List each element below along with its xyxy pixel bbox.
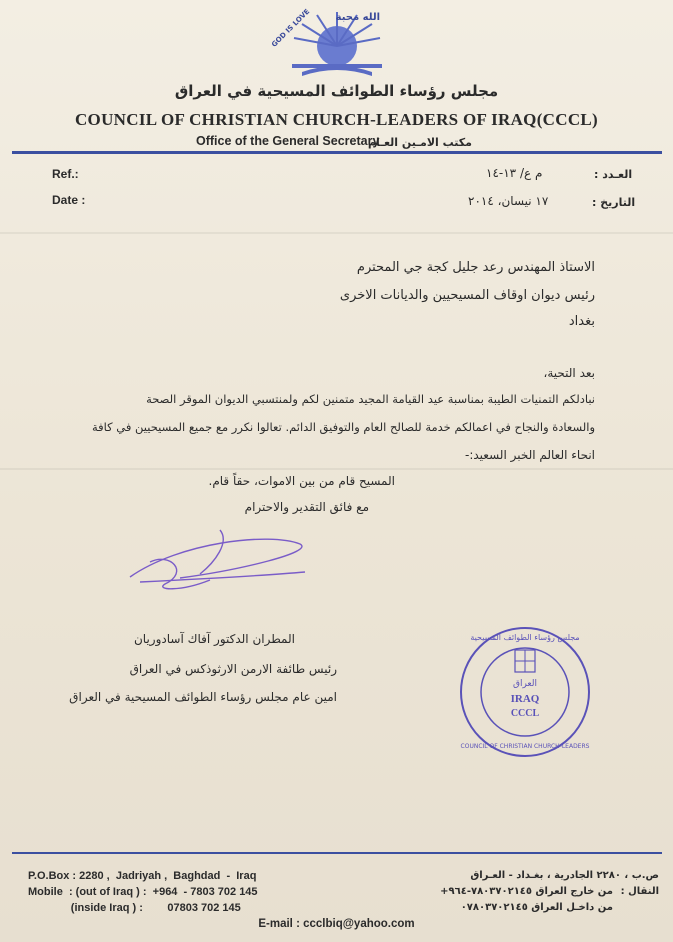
header-rule <box>12 151 662 154</box>
date-label-ar: التاريخ : <box>592 196 636 209</box>
footer-mobile-in: (inside Iraq ) : 07803 702 145 <box>28 902 241 914</box>
stamp-center-ar: العراق <box>512 679 538 689</box>
greeting: بعد التحية، <box>543 366 595 380</box>
date-value: ١٧ نيسان، ٢٠١٤ <box>468 194 549 208</box>
logo-motto-ar: الله محبة <box>335 12 380 23</box>
stamp-ring-ar: مجلس رؤساء الطوائف المسيحية <box>470 633 580 642</box>
footer-mobile-out-ar: من خارج العراق ٧٨٠٣٧٠٢١٤٥-٩٦٤+ <box>440 886 613 897</box>
logo-motto-en: GOD IS LOVE <box>270 7 312 49</box>
body-line-4: المسيح قام من بين الاموات، حقاً قام. <box>208 474 395 488</box>
fold-crease <box>0 232 673 234</box>
signatory-secretary: امين عام مجلس رؤساء الطوائف المسيحية في العراق <box>69 690 337 704</box>
signatory-name: المطران الدكتور آفاك آسادوريان <box>133 632 295 646</box>
signatory-role: رئيس طائفة الارمن الارثوذكس في العراق <box>129 662 337 676</box>
date-label-en: Date : <box>52 193 86 207</box>
body-line-1: نبادلكم التمنيات الطيبة بمناسبة عيد القيامة المجيد متمنين لكم ولمنتسبي الديوان الموقر الصحة <box>146 392 595 406</box>
footer-mobile-label-ar: النقال : <box>620 886 659 897</box>
council-title-ar: مجلس رؤساء الطوائف المسيحية في العراق <box>174 82 499 100</box>
council-logo <box>262 6 412 78</box>
footer-email: E-mail : ccclbiq@yahoo.com <box>258 918 415 930</box>
body-line-3: انحاء العالم الخبر السعيد:- <box>465 448 595 462</box>
closing: مع فائق التقدير والاحترام <box>244 500 369 514</box>
office-title-ar: مكتب الامـين العـام <box>368 136 472 149</box>
recipient-name: الاستاذ المهندس رعد جليل كجة جي المحترم <box>356 260 595 275</box>
ref-value: م ع/ ١٣-١٤ <box>486 166 543 180</box>
stamp-ring-en: COUNCIL OF CHRISTIAN CHURCH-LEADERS <box>460 743 590 750</box>
ref-label-ar: العـدد : <box>594 168 633 181</box>
stamp-center-en: IRAQ <box>510 693 540 705</box>
fold-crease <box>0 468 673 470</box>
stamp-abbr: CCCL <box>510 708 540 719</box>
recipient-title: رئيس ديوان اوقاف المسيحيين والديانات الاخرى <box>339 288 595 303</box>
footer-rule <box>12 852 662 854</box>
footer-pobox: P.O.Box : 2280 , Jadriyah , Baghdad - Iraq <box>28 870 257 882</box>
footer-pobox-ar: ص.ب ، ٢٢٨٠ الجادرية ، بغـداد - العـراق <box>470 870 659 881</box>
council-title-en: COUNCIL OF CHRISTIAN CHURCH-LEADERS OF IRAQ(CCCL) <box>74 110 598 129</box>
body-line-2: والسعادة والنجاح في اعمالكم خدمة للصالح العام والتوفيق الدائم. تعالوا نكرر مع جميع المسيحيين في كافة <box>91 420 595 434</box>
footer-mobile-in-ar: من داخـل العراق ٠٧٨٠٣٧٠٢١٤٥ <box>460 902 613 913</box>
ref-label-en: Ref.: <box>52 167 79 181</box>
official-stamp <box>455 622 595 762</box>
office-title-en: Office of the General Secretary <box>196 134 380 148</box>
signature <box>120 522 320 602</box>
footer-mobile-out: Mobile : (out of Iraq ) : +964 - 7803 702 145 <box>28 886 258 898</box>
recipient-city: بغداد <box>568 314 595 329</box>
